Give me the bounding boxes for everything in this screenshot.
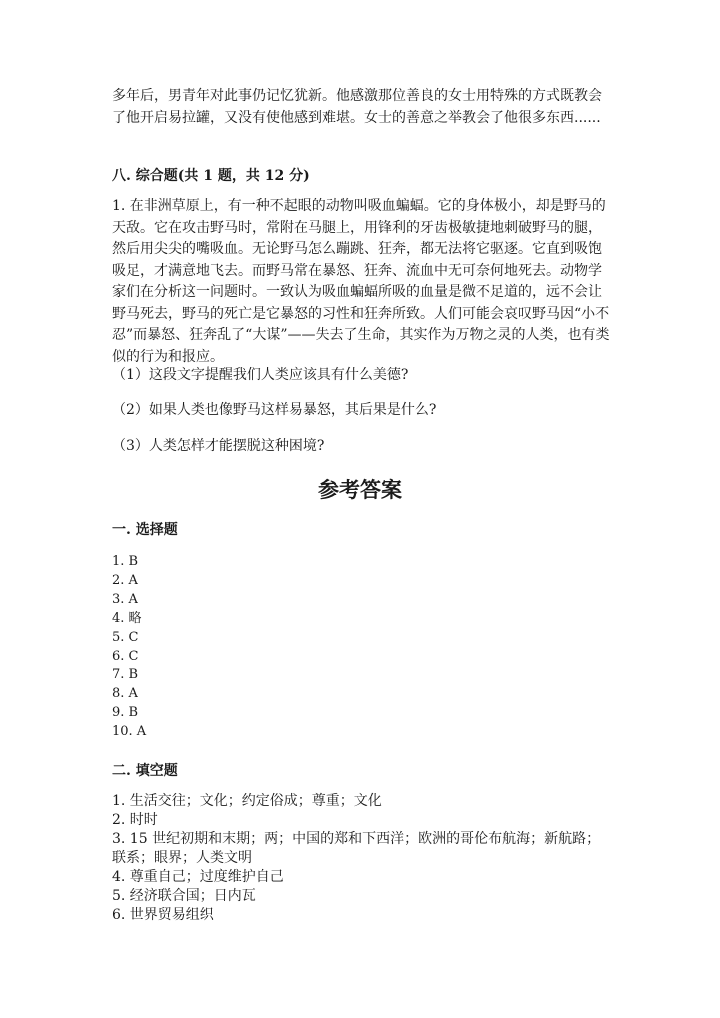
fill-answer-item: 5. 经济联合国；日内瓦	[112, 888, 256, 904]
answer-item: 2. A	[112, 572, 138, 588]
answer-item: 1. B	[112, 554, 139, 569]
answers-title: 参考答案	[318, 477, 402, 502]
section-8-heading: 八. 综合题(共 1 题，共 12 分)	[112, 168, 310, 184]
fill-answer-item: 2. 时时	[112, 812, 158, 828]
fill-answer-item: 4. 尊重自己；过度维护自己	[112, 869, 284, 885]
answer-item: 7. B	[112, 667, 139, 683]
answer-item: 9. B	[112, 705, 139, 721]
choice-answers-list	[112, 553, 146, 742]
answer-item: 10. A	[112, 724, 147, 740]
section-8-passage	[112, 196, 612, 368]
question-1: （1）这段文字提醒我们人类应该具有什么美德?	[112, 367, 409, 383]
intro-text: 多年后，男青年对此事仍记忆犹新。他感激那位善良的女士用特殊的方式既教会了他开启易拉罐，又没有使他感到难堪。女士的善意之举教会了他很多东西......	[112, 88, 602, 126]
section-2-heading: 二. 填空题	[112, 763, 178, 779]
question-3: （3）人类怎样才能摆脱这种困境?	[112, 438, 325, 454]
answer-item: 8. A	[112, 686, 138, 702]
answer-item: 5. C	[112, 629, 139, 645]
answer-item: 4. 略	[112, 610, 142, 626]
answer-item: 6. C	[112, 648, 139, 664]
answer-item: 3. A	[112, 591, 138, 607]
section-1-heading: 一. 选择题	[112, 522, 178, 538]
fill-answer-item: 3. 15 世纪初期和末期；两；中国的郑和下西洋；欧洲的哥伦布航海；新航路；联系；眼界；人类文明	[112, 831, 601, 866]
fill-answers-list	[112, 792, 612, 925]
fill-answer-item: 6. 世界贸易组织	[112, 907, 214, 923]
question-2: （2）如果人类也像野马这样易暴怒，其后果是什么?	[112, 402, 437, 418]
intro-paragraph	[112, 86, 612, 129]
passage-text: 1. 在非洲草原上，有一种不起眼的动物叫吸血蝙蝠。它的身体极小，却是野马的天敌。它在攻击野马时，常附在马腿上，用锋利的牙齿极敏捷地刺破野马的腿，然后用尖尖的嘴吸血。无论野马怎么蹦跳、狂奔，都无法将它驱逐。它直到吸饱吸足，才满意地飞去。而野马常在暴怒、狂奔、流血中无可奈何地死去。动物学家们在分析这一问题时。一致认为吸血蝙蝠所吸的血量是微不足道的，远不会让野马死去，野马的死亡是它暴怒的习性和狂奔所致。人们可能会哀叹野马因“小不忍”而暴怒、狂奔乱了“大谋”——失去了生命，其实作为万物之灵的人类，也有类似的行为和报应。	[112, 198, 610, 365]
fill-answer-item: 1. 生活交往；文化；约定俗成；尊重；文化	[112, 793, 382, 809]
